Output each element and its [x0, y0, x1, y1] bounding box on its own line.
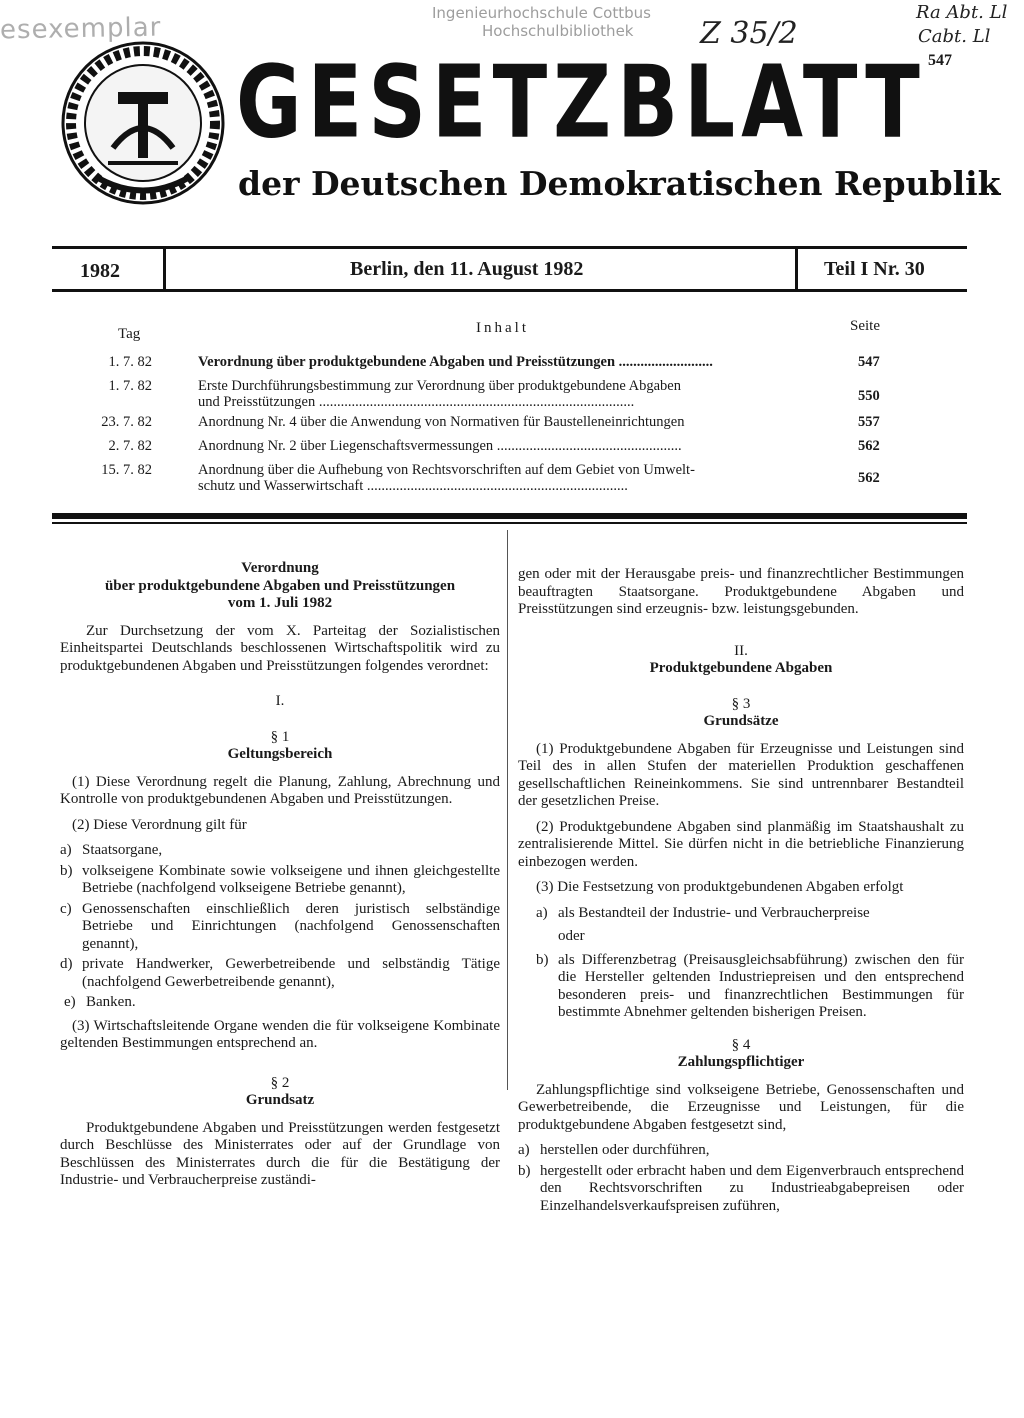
- paragraph-3-subsection-2: (2) Produktgebundene Abgaben sind planmäßig im Staatshaushalt zu zentralisierende Mittel. Sie dürfen nicht in die betriebliche Finanzierung einbezogen werden.: [518, 818, 964, 870]
- list-item: [60, 994, 500, 1012]
- section-2-heading: II.: [734, 642, 748, 659]
- toc-entry-date: 15. 7. 82: [101, 462, 152, 478]
- list-item-text: herstellen oder durchführen,: [540, 1142, 710, 1158]
- toc-entry-date: 1. 7. 82: [108, 354, 152, 370]
- decree-title-1: Verordnung: [241, 560, 319, 576]
- list-item-text: Staatsorgane,: [82, 842, 163, 858]
- masthead-title: GESETZBLATT: [236, 44, 926, 161]
- library-stamp-line2: Hochschulbibliothek: [482, 22, 634, 40]
- toc-entry-date: 2. 7. 82: [108, 438, 152, 454]
- list-item-label: d): [60, 956, 73, 972]
- library-stamp: [432, 4, 651, 40]
- list-item: [60, 956, 500, 991]
- list-item-label: e): [64, 994, 76, 1010]
- section-2-title: Produktgebundene Abgaben: [649, 660, 833, 676]
- toc-entry-title-cont: schutz und Wasserwirtschaft ........................................................................: [198, 478, 628, 494]
- toc-entry-title: Anordnung über die Aufhebung von Rechtsvorschriften auf dem Gebiet von Umwelt-: [198, 462, 695, 478]
- handwritten-code: Z 35/2: [700, 16, 798, 51]
- right-column: [518, 566, 964, 1218]
- paragraph-3-subsection-1: (1) Produktgebundene Abgaben für Erzeugnisse und Leistungen sind Teil des in allen Stufen der materiellen Produktion geschaffenen gesellschaftlichen Reineinkommens. Sie sind untrennbarer Bestandteil der gesetzlichen Preise.: [518, 740, 964, 809]
- paragraph-3-title: Grundsätze: [703, 713, 779, 729]
- paragraph-2-continuation: gen oder mit der Herausgabe preis- und finanzrechtlicher Bestimmungen beauftragten Staatsorgane. Produktgebundene Abgaben und Preisstützungen sind erzeugnis- bzw. leistungsgebunden.: [518, 566, 964, 617]
- list-item-text: als Bestandteil der Industrie- und Verbraucherpreise: [558, 904, 870, 921]
- toc-entry-page: 550: [858, 388, 880, 404]
- list-item: b) als Differenzbetrag (Preisausgleichsabführung) zwischen den für die Hersteller geltenden Industriepreisen und den entsprechend besonderen preis- und finanzrechtlichen Bestimmungen für bestimmte Abnehmer geltenden bisherigen Preisen.: [536, 951, 964, 1020]
- toc-entry-title: Verordnung über produktgebundene Abgaben und Preisstützungen ..........................: [198, 354, 713, 370]
- list-item: [60, 901, 500, 954]
- list-item-label: b): [60, 862, 73, 879]
- handwritten-note-1: Ra Abt. Ll: [916, 2, 1008, 23]
- decree-title-3: vom 1. Juli 1982: [227, 595, 333, 611]
- left-column: [60, 560, 500, 1198]
- toc-separator-rule-thin: [52, 522, 967, 524]
- list-item: b) hergestellt oder erbracht haben und dem Eigenverbrauch entsprechend den Rechtsvorschriften zu Industrieabgabepreisen oder Einzelhandelsverkaufspreisen zuführen,: [518, 1162, 964, 1214]
- section-1-heading: I.: [275, 693, 285, 709]
- handwritten-note-2: Cabt. Ll: [918, 26, 991, 47]
- issue-bar-divider-1: [163, 249, 166, 289]
- paragraph-2-text: Produktgebundene Abgaben und Preisstützungen werden festgesetzt durch Beschlüsse des Ministerrates oder auf der Grundlage von Beschlüssen des Ministerrates durch die für die Bestätigung der Industrie- und Verbraucherpreise zuständi-: [60, 1119, 500, 1188]
- toc-entry-title: Anordnung Nr. 2 über Liegenschaftsvermessungen ...................................................: [198, 438, 682, 454]
- toc-entry-date: 23. 7. 82: [101, 414, 152, 430]
- page-number: 547: [928, 52, 952, 69]
- paragraph-2-number: § 2: [270, 1074, 290, 1091]
- toc-entry-page: 562: [858, 470, 880, 486]
- gdr-emblem-icon: [58, 38, 228, 208]
- list-item-text: volkseigene Kombinate sowie volkseigene und ihnen gleichgestellte Betriebe (nachfolgend volkseigene Betriebe genannt),: [82, 862, 500, 896]
- issue-bar-top-rule: [52, 246, 967, 249]
- library-stamp-line1: Ingenieurhochschule Cottbus: [432, 4, 651, 22]
- toc-col-page: Seite: [850, 318, 880, 334]
- oder-text: oder: [558, 928, 585, 944]
- list-item-text: hergestellt oder erbracht haben und dem Eigenverbrauch entsprechend den Rechtsvorschriften zu Industrieabgabepreisen oder Einzelhandelsverkaufspreisen zuführen,: [540, 1162, 964, 1214]
- masthead-subtitle: der Deutschen Demokratischen Republik: [238, 164, 1001, 203]
- toc-entry-page: 547: [858, 354, 880, 370]
- list-item-label: c): [60, 900, 72, 917]
- list-item-text: Genossenschaften einschließlich deren juristisch selbständige Betriebe und Einrichtungen (nachfolgend Genossenschaften genannt),: [82, 900, 500, 952]
- toc-entry-page: 557: [858, 414, 880, 430]
- toc-col-content: Inhalt: [476, 320, 529, 336]
- issue-bar-divider-2: [795, 249, 798, 289]
- list-item: a) als Bestandteil der Industrie- und Verbraucherpreise: [518, 905, 964, 923]
- paragraph-1-title: Geltungsbereich: [227, 746, 333, 762]
- decree-intro: Zur Durchsetzung der vom X. Parteitag der Sozialistischen Einheitspartei Deutschlands beschlossenen Wirtschaftspolitik wird zu produktgebundenen Abgaben und Preisstützungen folgendes verordnet:: [60, 622, 500, 674]
- toc-col-date: Tag: [118, 326, 141, 342]
- toc-separator-rule: [52, 513, 967, 519]
- issue-bar-bottom-rule: [52, 289, 967, 292]
- belegexemplar-stamp: esexemplar: [0, 12, 162, 46]
- paragraph-1-number: § 1: [270, 728, 290, 745]
- issue-date: Berlin, den 11. August 1982: [350, 258, 584, 280]
- decree-title-2: über produktgebundene Abgaben und Preisstützungen: [104, 577, 456, 594]
- toc-entry-title: Anordnung Nr. 4 über die Anwendung von Normativen für Baustelleneinrichtungen: [198, 414, 685, 430]
- list-item-text: Banken.: [86, 994, 136, 1010]
- list-item: a) herstellen oder durchführen,: [518, 1142, 964, 1160]
- toc-entry-date: 1. 7. 82: [108, 378, 152, 394]
- paragraph-1-subsection-2: (2) Diese Verordnung gilt für: [72, 816, 247, 833]
- issue-part: Teil I Nr. 30: [824, 258, 925, 280]
- paragraph-3-subsection-3: (3) Die Festsetzung von produktgebundenen Abgaben erfolgt: [536, 879, 904, 895]
- paragraph-1-subsection-1: (1) Diese Verordnung regelt die Planung, Zahlung, Abrechnung und Kontrolle von produktgebundenen Abgaben und Preisstützungen.: [60, 773, 500, 807]
- paragraph-4-text: Zahlungspflichtige sind volkseigene Betriebe, Genossenschaften und Gewerbetreibende, die Erzeugnisse und Leistungen, für die produktgebundene Abgaben festgesetzt sind,: [518, 1081, 964, 1133]
- paragraph-4-title: Zahlungspflichtiger: [677, 1054, 805, 1070]
- list-item: [60, 863, 500, 898]
- toc-entry-title-cont: und Preisstützungen .......................................................................................: [198, 394, 635, 410]
- issue-year: 1982: [80, 260, 120, 282]
- toc-entry-page: 562: [858, 438, 880, 454]
- list-item: [60, 842, 500, 860]
- list-item-label: a): [60, 842, 72, 858]
- paragraph-2-title: Grundsatz: [245, 1092, 315, 1108]
- paragraph-1-subsection-3: (3) Wirtschaftsleitende Organe wenden die für volkseigene Kombinate geltenden Bestimmungen entsprechend an.: [60, 1017, 500, 1051]
- paragraph-3-number: § 3: [731, 695, 751, 712]
- paragraph-4-number: § 4: [731, 1036, 751, 1053]
- list-item-text: als Differenzbetrag (Preisausgleichsabführung) zwischen den für die Hersteller geltenden Industriepreisen und den entsprechend besonderen preis- und finanzrechtlichen Bestimmungen für bestimmte Abnehmer geltenden bisherigen Preisen.: [558, 951, 964, 1020]
- column-divider: [507, 530, 508, 1090]
- toc-entry-title: Erste Durchführungsbestimmung zur Verordnung über produktgebundene Abgaben: [198, 378, 681, 394]
- list-item-text: private Handwerker, Gewerbetreibende und selbständig Tätige (nachfolgend Gewerbetreibende genannt),: [82, 956, 500, 990]
